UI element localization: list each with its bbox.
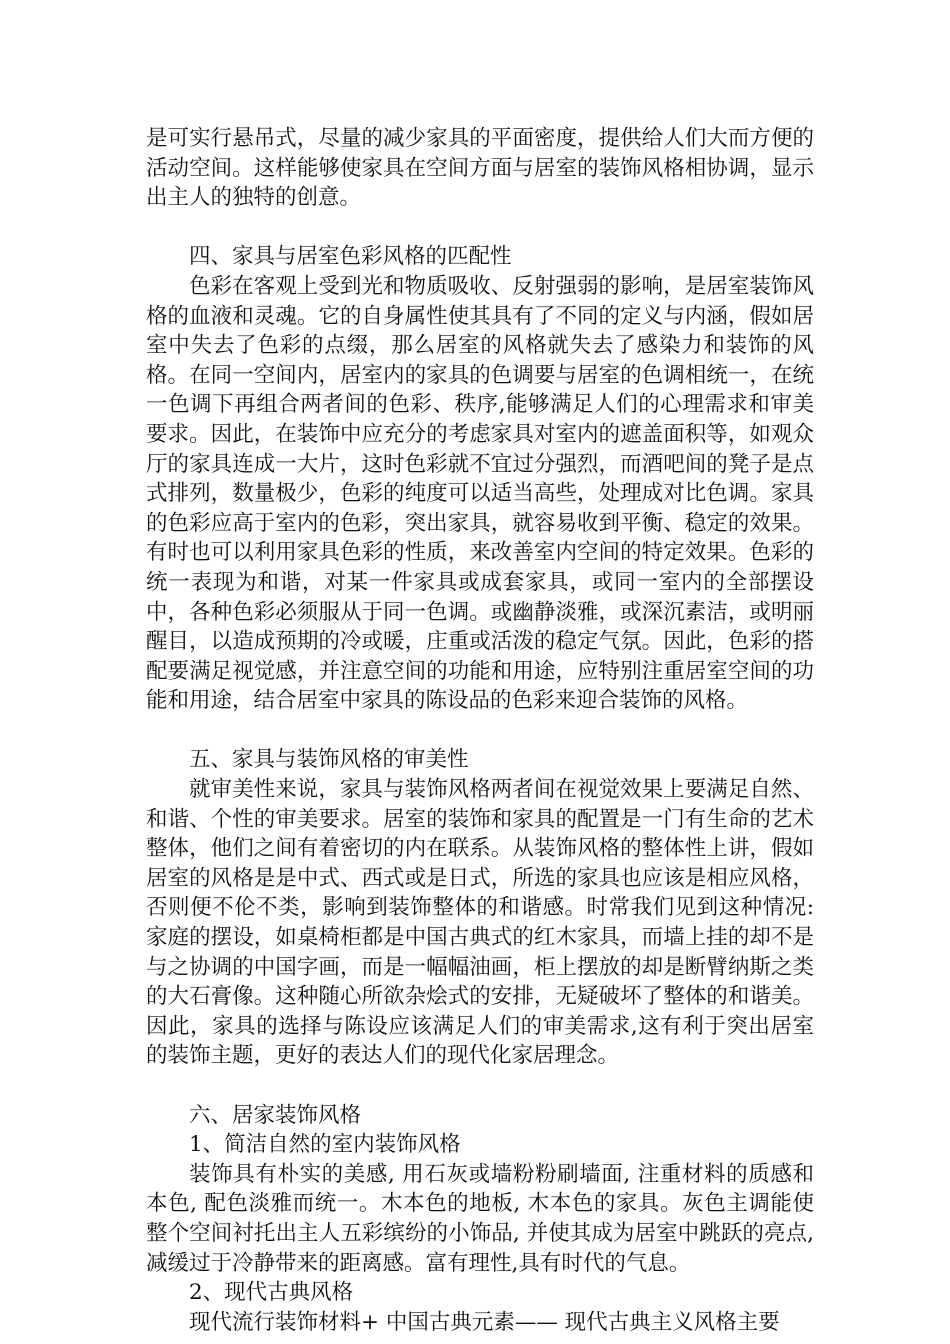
paragraph-spacer xyxy=(146,716,814,746)
subsection-heading: 1、简洁自然的室内装饰风格 xyxy=(189,1132,461,1158)
subsection-heading: 2、现代古典风格 xyxy=(189,1280,354,1306)
paragraph-spacer xyxy=(146,1071,814,1101)
paragraph-spacer xyxy=(146,213,814,243)
document-page xyxy=(146,124,814,1337)
body-paragraph: 是可实行悬吊式，尽量的减少家具的平面密度，提供给人们大而方便的活动空间。这样能够使家具在空间方面与居室的装饰风格相协调，显示出主人的独特的创意。 xyxy=(146,126,814,211)
body-paragraph: 色彩在客观上受到光和物质吸收、反射强弱的影响，是居室装饰风格的血液和灵魂。它的自身属性使其具有了不同的定义与内涵，假如居室中失去了色彩的点缀，那么居室的风格就失去了感染力和装饰的风格。在同一空间内，居室内的家具的色调要与居室的色调相统一，在统一色调下再组合两者间的色彩、秩序,能够满足人们的心理需求和审美要求。因此，在装饰中应充分的考虑家具对室内的遮盖面积等，如观众厅的家具连成一大片，这时色彩就不宜过分强烈，而酒吧间的凳子是点式排列，数量极少，色彩的纯度可以适当高些，处理成对比色调。家具的色彩应高于室内的色彩，突出家具，就容易收到平衡、稳定的效果。有时也可以利用家具色彩的性质，来改善室内空间的特定效果。色彩的统一表现为和谐，对某一件家具或成套家具，或同一室内的全部摆设中，各种色彩必须服从于同一色调。或幽静淡雅，或深沉素洁，或明丽醒目，以造成预期的冷或暖，庄重或活泼的稳定气氛。因此，色彩的搭配要满足视觉感，并注意空间的功能和用途，应特别注重居室空间的功能和用途，结合居室中家具的陈设品的色彩来迎合装饰的风格。 xyxy=(146,273,814,714)
body-paragraph: 现代流行装饰材料+ 中国古典元素—— 现代古典主义风格主要 xyxy=(189,1309,780,1335)
section-heading: 六、居家装饰风格 xyxy=(189,1102,362,1128)
section-heading: 五、家具与装饰风格的审美性 xyxy=(189,747,469,773)
section-heading: 四、家具与居室色彩风格的匹配性 xyxy=(189,244,512,270)
body-paragraph: 装饰具有朴实的美感, 用石灰或墙粉粉刷墙面, 注重材料的质感和本色, 配色淡雅而统一。木本色的地板, 木本色的家具。灰色主调能使整个空间衬托出主人五彩缤纷的小饰品, 并使其成为居室中跳跃的亮点, 减缓过于冷静带来的距离感。富有理性,具有时代的气息。 xyxy=(146,1161,814,1276)
body-paragraph: 就审美性来说，家具与装饰风格两者间在视觉效果上要满足自然、和谐、个性的审美要求。居室的装饰和家具的配置是一门有生命的艺术整体，他们之间有着密切的内在联系。从装饰风格的整体性上讲，假如居室的风格是是中式、西式或是日式，所选的家具也应该是相应风格，否则便不伦不类，影响到装饰整体的和谐感。时常我们见到这种情况:家庭的摆设，如桌椅柜都是中国古典式的红木家具，而墙上挂的却不是与之协调的中国字画，而是一幅幅油画，柜上摆放的却是断臂纳斯之类的大石膏像。这种随心所欲杂烩式的安排，无疑破坏了整体的和谐美。因此，家具的选择与陈设应该满足人们的审美需求,这有利于突出居室的装饰主题，更好的表达人们的现代化家居理念。 xyxy=(146,777,814,1069)
